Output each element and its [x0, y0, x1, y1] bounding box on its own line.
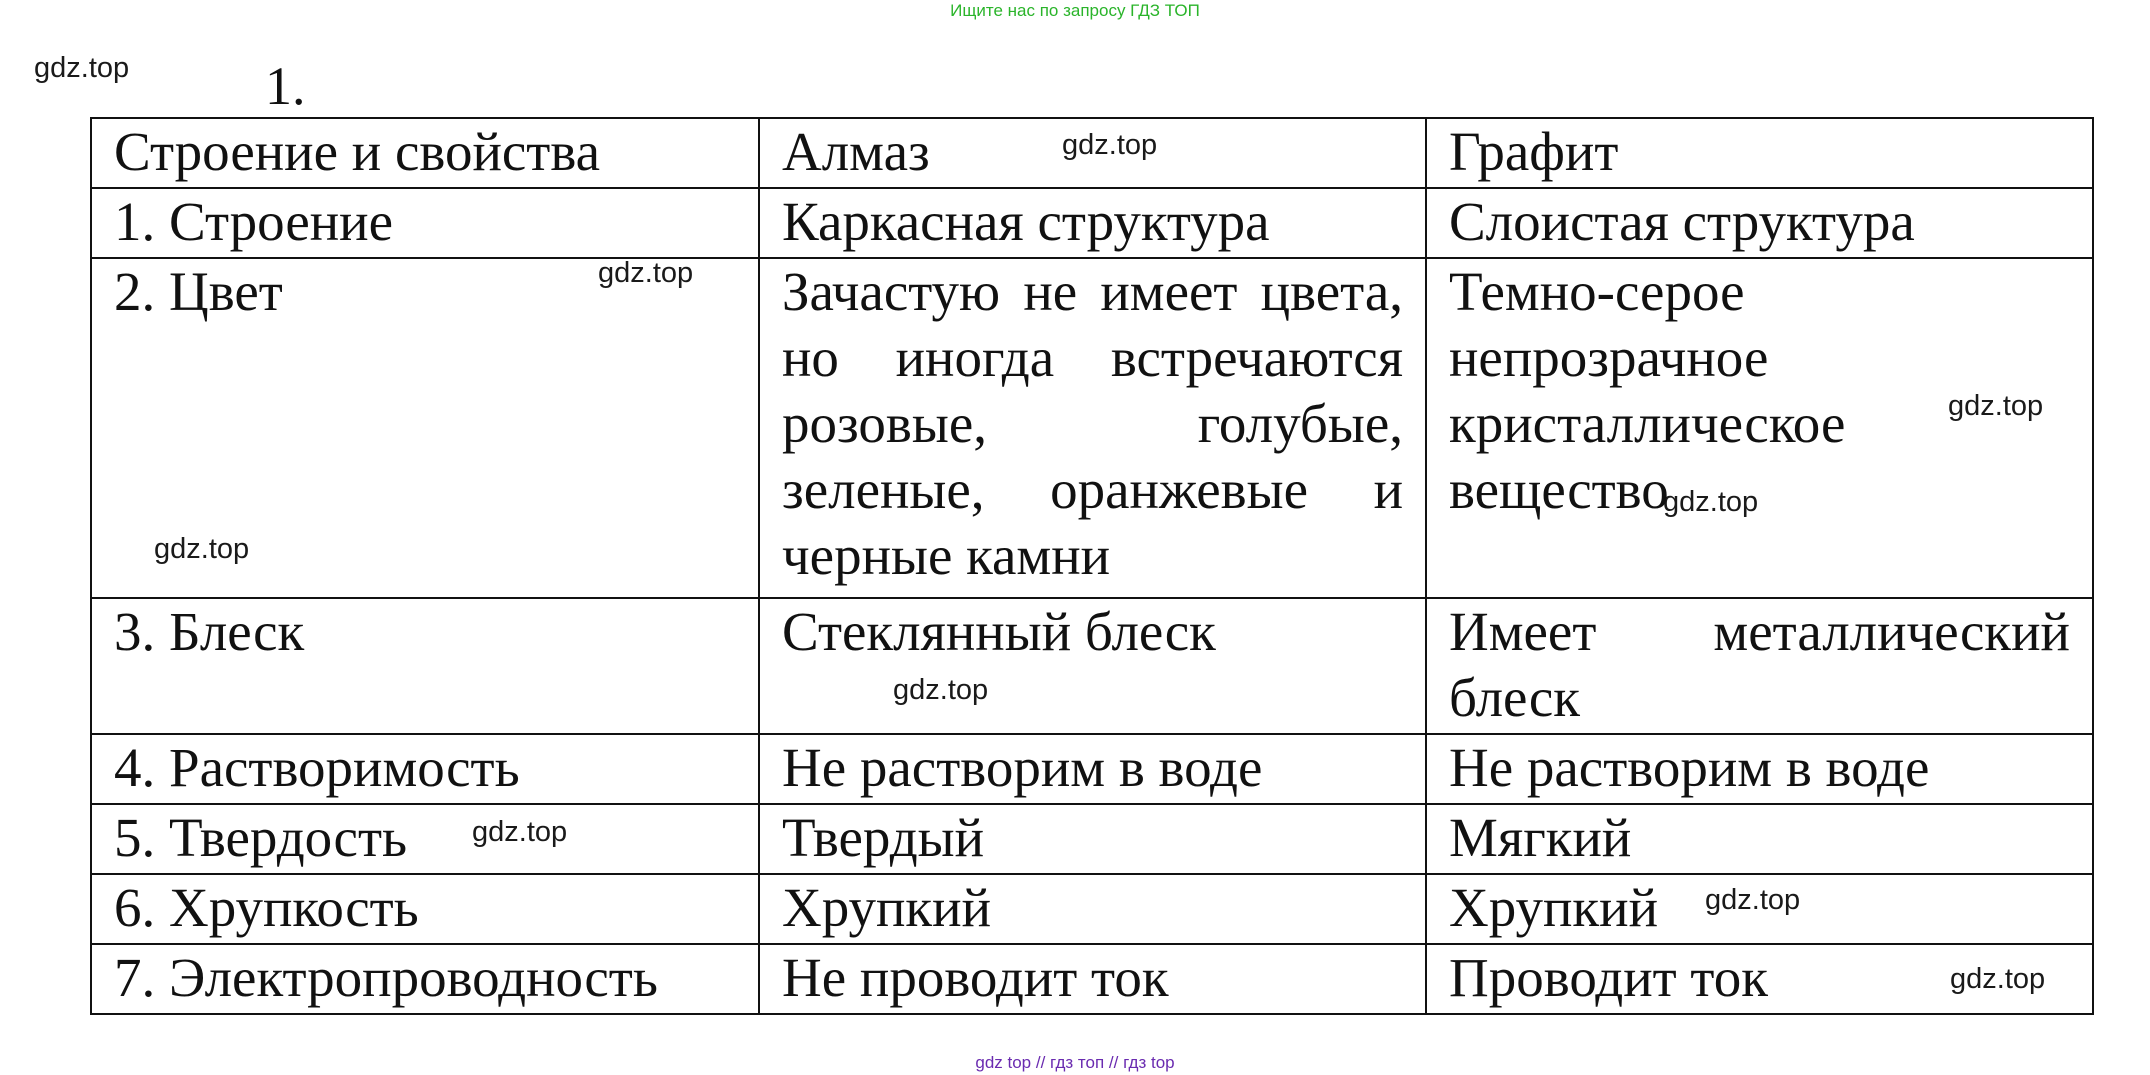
watermark-8: gdz.top [472, 816, 568, 848]
footer-separator-1: // [1035, 1053, 1046, 1072]
row-label-solubility: 4. Растворимость [91, 734, 759, 804]
table-row [91, 874, 2093, 944]
table-row [91, 598, 2093, 734]
row-label-structure: 1. Строение [91, 188, 759, 258]
cell-graphite-luster: Имеет металлический блеск [1426, 598, 2093, 734]
row-label-brittleness: 6. Хрупкость [91, 874, 759, 944]
table-row [91, 944, 2093, 1014]
table-row [91, 188, 2093, 258]
task-number: 1. [265, 56, 306, 116]
cell-graphite-hardness: Мягкий [1426, 804, 2093, 874]
cell-graphite-brittleness: Хрупкий [1426, 874, 2093, 944]
cell-diamond-brittleness: Хрупкий [759, 874, 1426, 944]
cell-graphite-color: Темно-серое непрозрачное кристаллическое вещество [1426, 258, 2093, 598]
header-diamond: Алмаз [759, 118, 1426, 188]
cell-diamond-solubility: Не растворим в воде [759, 734, 1426, 804]
cell-diamond-conductivity: Не проводит ток [759, 944, 1426, 1014]
watermark-6: gdz.top [154, 533, 250, 565]
cell-graphite-structure: Слоистая структура [1426, 188, 2093, 258]
table-row [91, 804, 2093, 874]
footer-link-2[interactable]: гдз топ [1050, 1053, 1105, 1072]
row-label-hardness: 5. Твердость [91, 804, 759, 874]
top-banner [0, 0, 2150, 22]
watermark-4: gdz.top [1948, 390, 2044, 422]
cell-diamond-color: Зачастую не имеет цвета, но иногда встречаются розовые, голубые, зеленые, оранжевые и черные камни [759, 258, 1426, 598]
watermark-10: gdz.top [1950, 963, 2046, 995]
banner-text: Ищите нас по запросу ГДЗ ТОП [950, 1, 1200, 20]
watermark-7: gdz.top [893, 674, 989, 706]
footer-separator-2: // [1108, 1053, 1119, 1072]
cell-diamond-structure: Каркасная структура [759, 188, 1426, 258]
watermark-3: gdz.top [598, 257, 694, 289]
header-properties: Строение и свойства [91, 118, 759, 188]
footer-links [0, 1053, 2150, 1073]
table-header-row [91, 118, 2093, 188]
table-row [91, 258, 2093, 598]
watermark-1: gdz.top [34, 52, 130, 84]
header-graphite: Графит [1426, 118, 2093, 188]
cell-diamond-hardness: Твердый [759, 804, 1426, 874]
row-label-conductivity: 7. Электропроводность [91, 944, 759, 1014]
watermark-2: gdz.top [1062, 129, 1158, 161]
cell-graphite-conductivity: Проводит ток [1426, 944, 2093, 1014]
footer-link-3[interactable]: гдз top [1123, 1053, 1175, 1072]
footer-link-1[interactable]: gdz top [975, 1053, 1032, 1072]
row-label-luster: 3. Блеск [91, 598, 759, 734]
row-label-color: 2. Цвет [91, 258, 759, 598]
watermark-5: gdz.top [1663, 486, 1759, 518]
table-row [91, 734, 2093, 804]
properties-table [90, 117, 2094, 1015]
watermark-9: gdz.top [1705, 884, 1801, 916]
cell-diamond-luster: Стеклянный блеск [759, 598, 1426, 734]
cell-graphite-solubility: Не растворим в воде [1426, 734, 2093, 804]
